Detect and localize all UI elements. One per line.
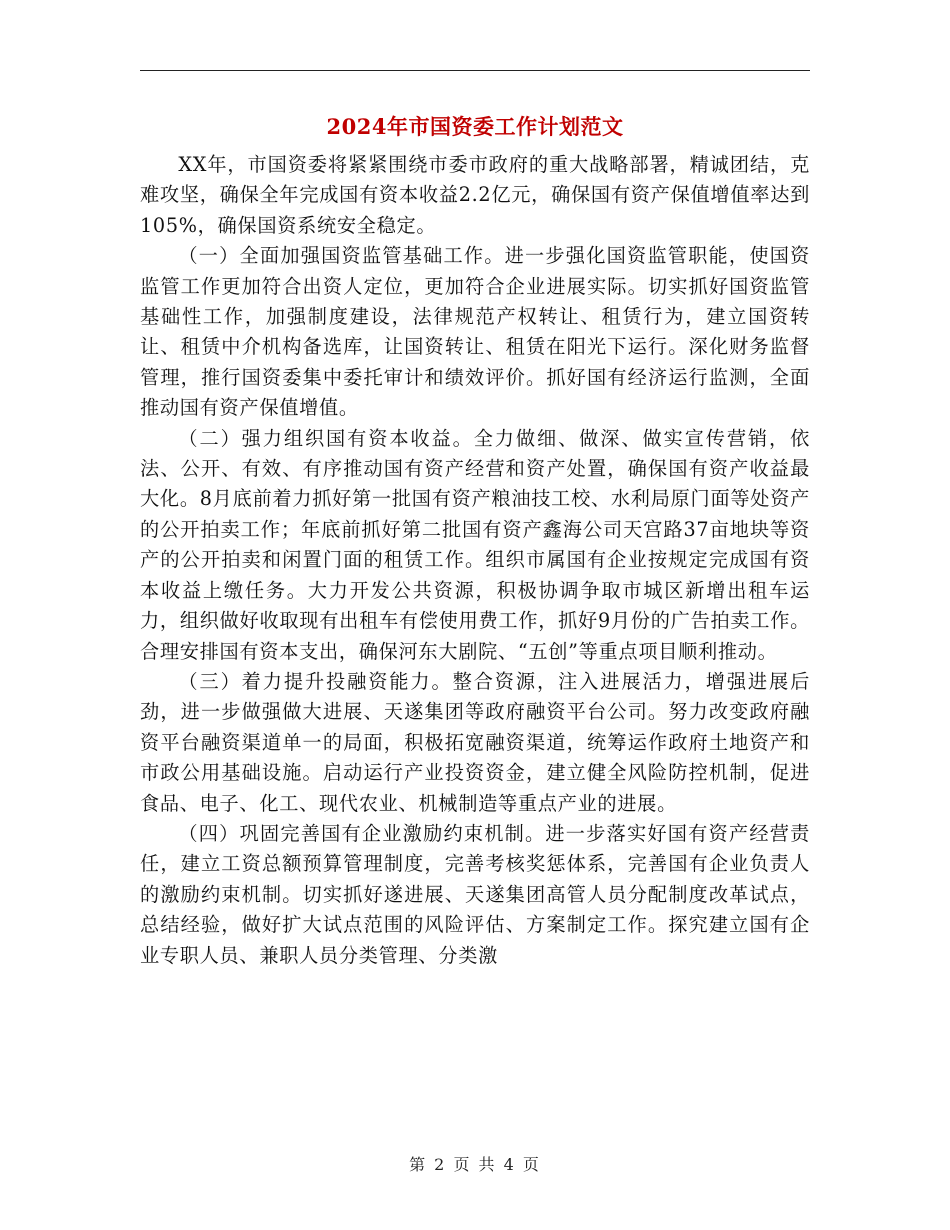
section-3-paragraph: （三）着力提升投融资能力。整合资源，注入进展活力，增强进展后劲，进一步做强做大进展、天遂集团等政府融资平台公司。努力改变政府融资平台融资渠道单一的局面，积极拓宽融资渠道，统筹运作政府土地资产和市政公用基础设施。启动运行产业投资资金，建立健全风险防控机制，促进食品、电子、化工、现代农业、机械制造等重点产业的进展。 bbox=[140, 669, 810, 815]
intro-paragraph: XX年，市国资委将紧紧围绕市委市政府的重大战略部署，精诚团结，克难攻坚，确保全年完成国有资本收益2.2亿元，确保国有资产保值增值率达到105%，确保国资系统安全稳定。 bbox=[140, 153, 810, 237]
header-rule bbox=[140, 70, 810, 71]
page-number: 第 2 页 共 4 页 bbox=[409, 1155, 541, 1174]
section-1-paragraph: （一）全面加强国资监管基础工作。进一步强化国资监管职能，使国资监管工作更加符合出资人定位，更加符合企业进展实际。切实抓好国资监管基础性工作，加强制度建设，法律规范产权转让、租赁行为，建立国资转让、租赁中介机构备选库，让国资转让、租赁在阳光下运行。深化财务监督管理，推行国资委集中委托审计和绩效评价。抓好国有经济运行监测，全面推动国有资产保值增值。 bbox=[140, 244, 810, 420]
document-title: 2024年市国资委工作计划范文 bbox=[326, 114, 624, 139]
section-2-paragraph: （二）强力组织国有资本收益。全力做细、做深、做实宣传营销，依法、公开、有效、有序推动国有资产经营和资产处置，确保国有资产收益最大化。8月底前着力抓好第一批国有资产粮油技工校、水利局原门面等处资产的公开拍卖工作；年底前抓好第二批国有资产鑫海公司天宫路37亩地块等资产的公开拍卖和闲置门面的租赁工作。组织市属国有企业按规定完成国有资本收益上缴任务。大力开发公共资源，积极协调争取市城区新增出租车运力，组织做好收取现有出租车有偿使用费工作，抓好9月份的广告拍卖工作。合理安排国有资本支出，确保河东大剧院、“五创”等重点项目顺利推动。 bbox=[140, 426, 810, 663]
section-4-paragraph: （四）巩固完善国有企业激励约束机制。进一步落实好国有资产经营责任，建立工资总额预算管理制度，完善考核奖惩体系，完善国有企业负责人的激励约束机制。切实抓好遂进展、天遂集团高管人员分配制度改革试点，总结经验，做好扩大试点范围的风险评估、方案制定工作。探究建立国有企业专职人员、兼职人员分类管理、分类激 bbox=[140, 821, 810, 967]
document-body bbox=[140, 150, 810, 971]
